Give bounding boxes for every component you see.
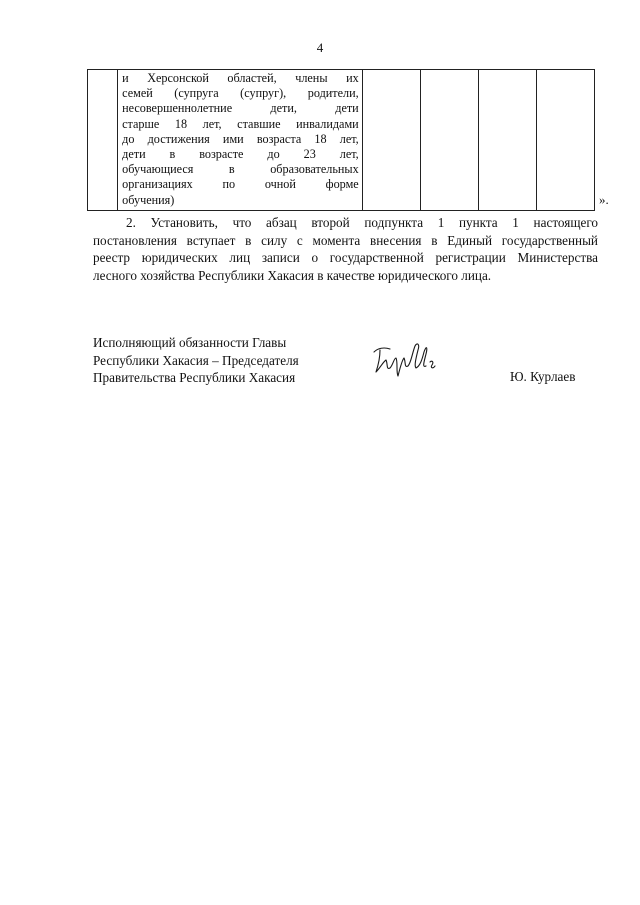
- paragraph-line: лесного хозяйства Республики Хакасия в качестве юридического лица.: [93, 267, 492, 283]
- table-cell-line: семей (супруга (супруг), родители,: [122, 86, 359, 101]
- table-cell-empty: [536, 70, 594, 211]
- table-cell-line: организациях по очной форме: [122, 177, 359, 192]
- signer-position-line: Правительства Республики Хакасия: [93, 370, 296, 385]
- table-row: [88, 70, 595, 211]
- table-cell-line: обучающиеся в образовательных: [122, 162, 359, 177]
- table-cell-number: [88, 70, 118, 211]
- table-cell-empty: [362, 70, 420, 211]
- table-cell-line: до достижения ими возраста 18 лет,: [122, 131, 359, 146]
- signer-position-line: Республики Хакасия – Председателя: [93, 352, 299, 368]
- signer-name: Ю. Курлаев: [510, 369, 576, 384]
- paragraph-line: постановления вступает в силу с момента внесения в Единый государственный: [93, 232, 598, 248]
- table-cell-empty: [420, 70, 478, 211]
- table-cell-line: дети в возрасте до 23 лет,: [122, 147, 359, 162]
- amendment-table: [87, 69, 595, 211]
- table-cell-line: несовершеннолетние дети, дети: [122, 101, 359, 116]
- table-cell-category: [118, 70, 363, 211]
- handwritten-signature: [368, 338, 450, 380]
- table-cell-line: и Херсонской областей, члены их: [122, 71, 359, 85]
- table-cell-line: старше 18 лет, ставшие инвалидами: [122, 116, 359, 131]
- table-cell-empty: [478, 70, 536, 211]
- paragraph-2: [93, 214, 598, 284]
- signer-position-line: Исполняющий обязанности Главы: [93, 335, 287, 350]
- closing-quote: ».: [599, 192, 609, 207]
- page-number: 4: [316, 40, 324, 55]
- table-cell-line: обучения): [122, 192, 175, 207]
- paragraph-line: 2. Установить, что абзац второй подпункта 1 пункта 1 настоящего: [126, 215, 598, 230]
- paragraph-line: реестр юридических лиц записи о государственной регистрации Министерства: [93, 250, 598, 266]
- signer-position: [93, 334, 299, 387]
